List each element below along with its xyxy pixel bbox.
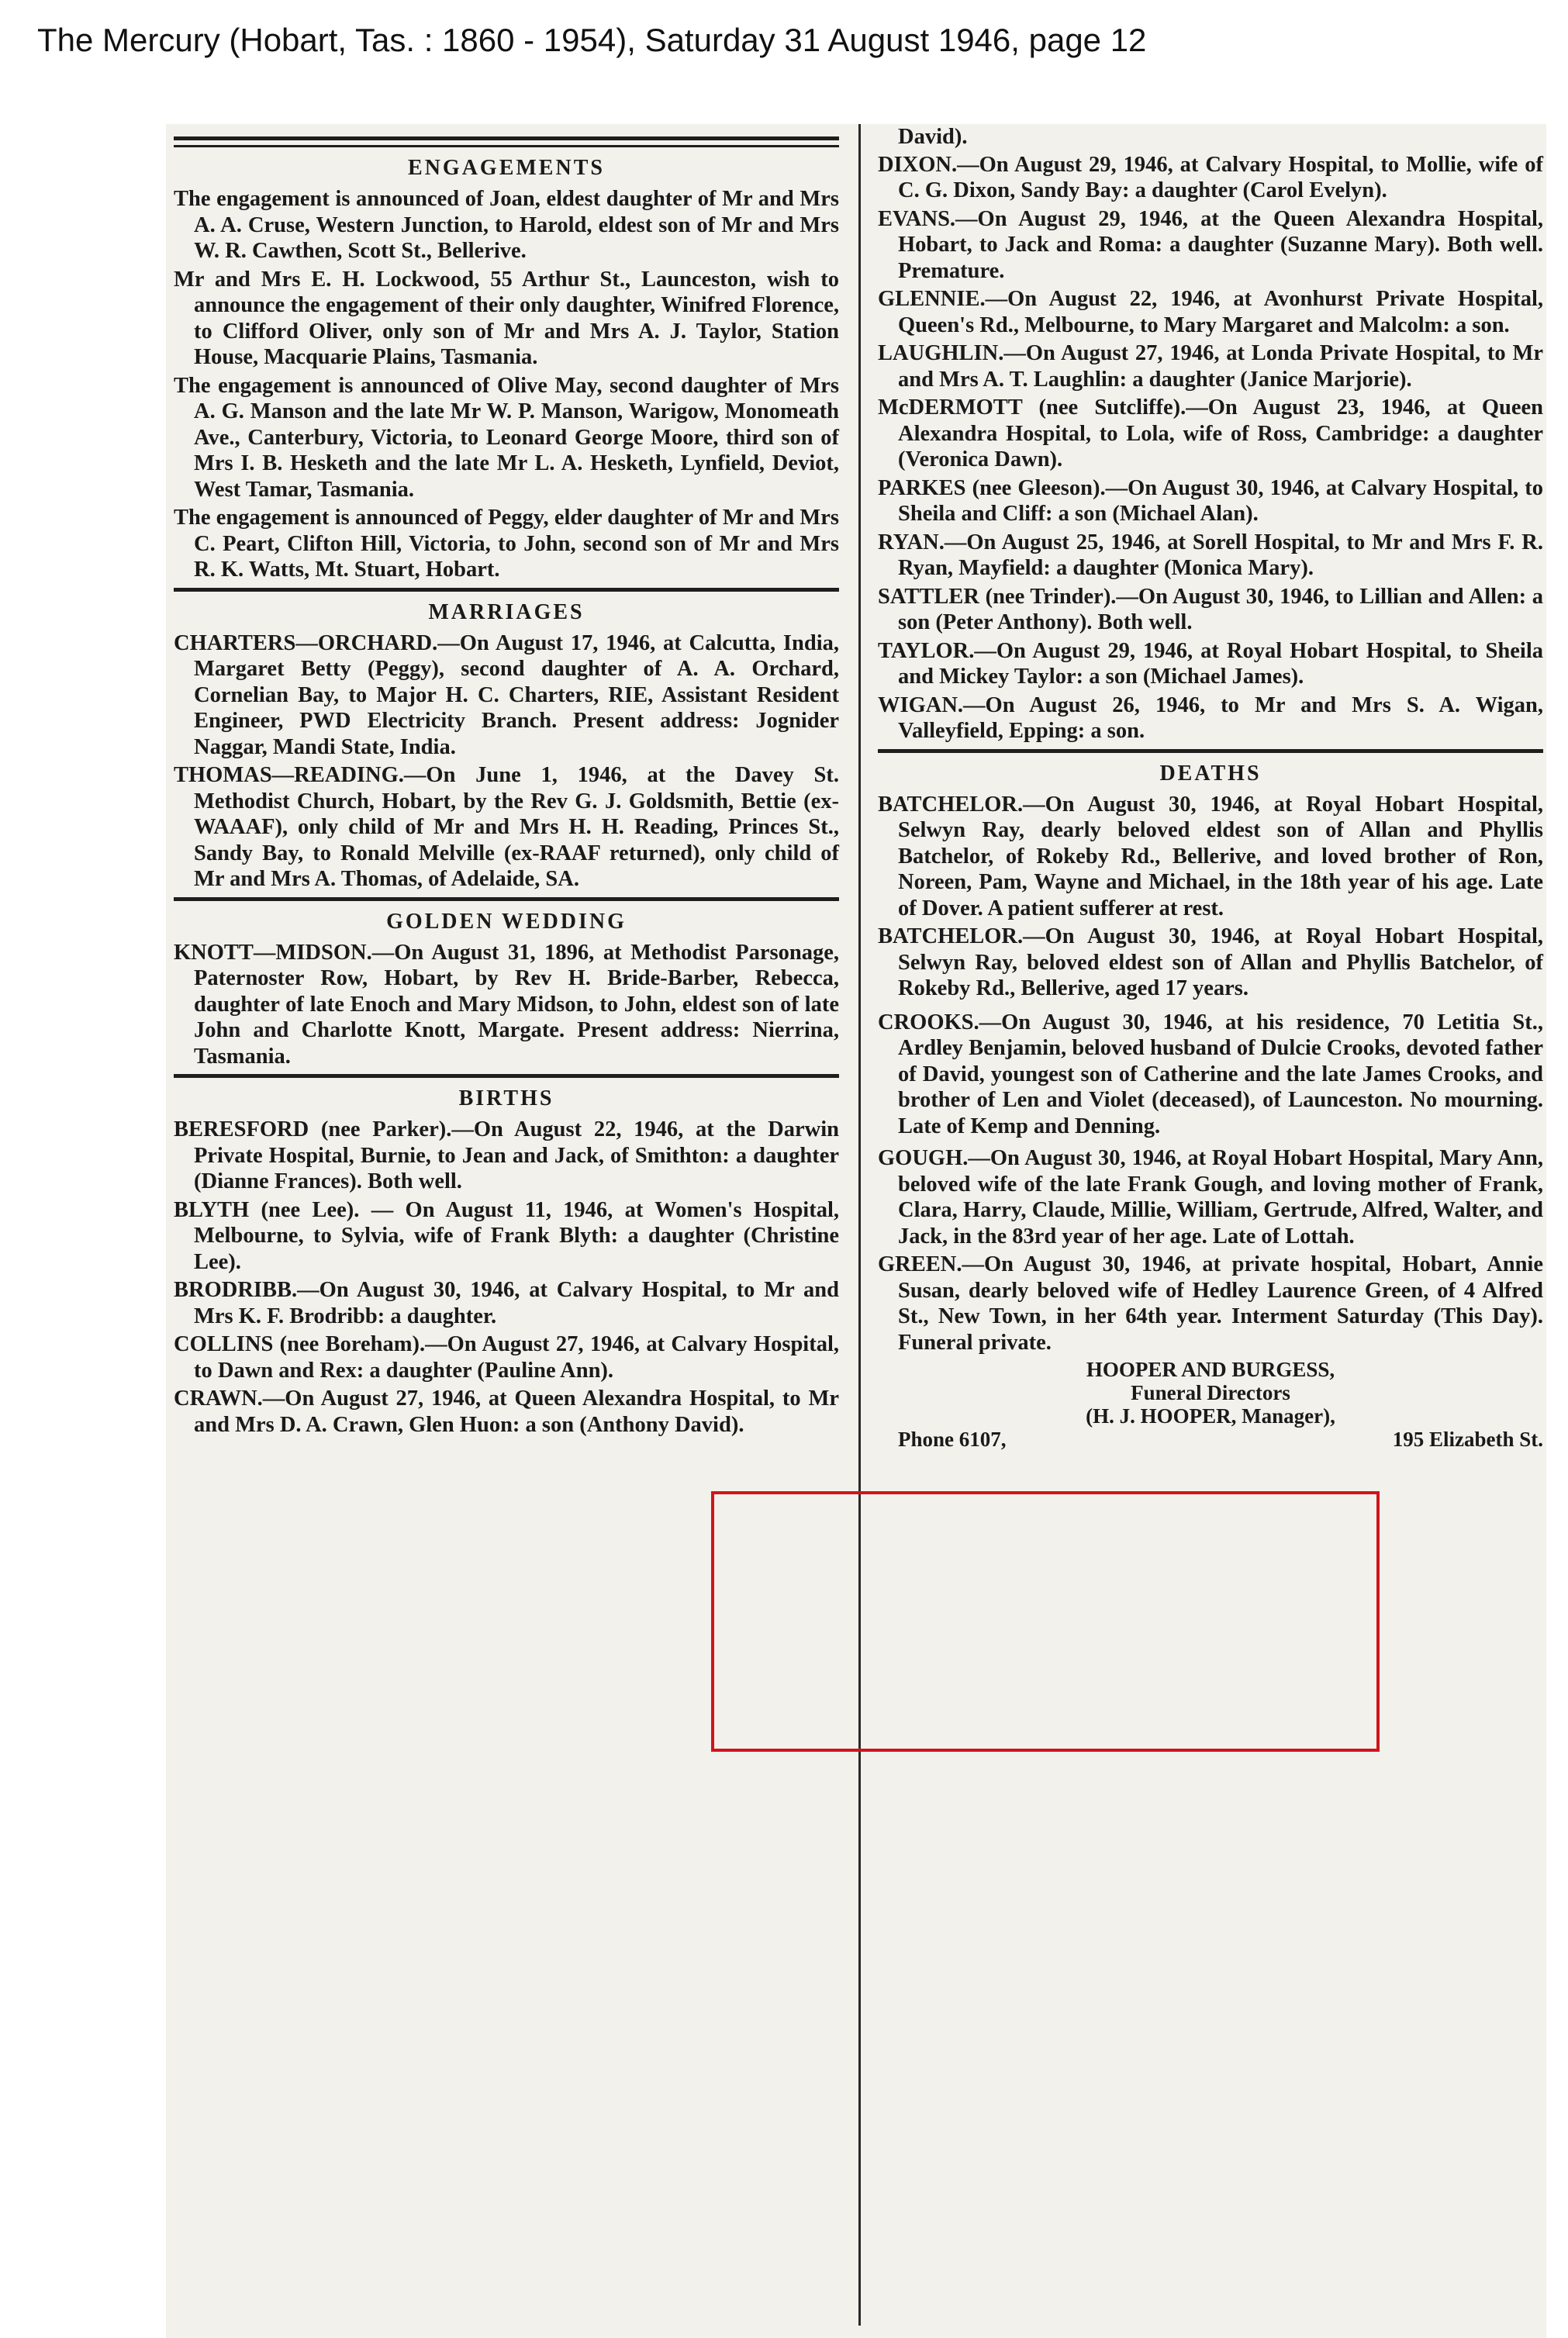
- engagements-heading: ENGAGEMENTS: [408, 156, 605, 180]
- left-column: [174, 124, 839, 1440]
- birth-notice: McDERMOTT (nee Sutcliffe).—On August 23, 1946, at Queen Alexandra Hospital, to Lola, wife of Ross, Cambridge: a daughter (Veronica Dawn).: [878, 395, 1543, 471]
- birth-notice: TAYLOR.—On August 29, 1946, at Royal Hobart Hospital, to Sheila and Mickey Taylor: a son (Michael James).: [878, 638, 1543, 689]
- birth-notice: RYAN.—On August 25, 1946, at Sorell Hospital, to Mr and Mrs F. R. Ryan, Mayfield: a daughter (Monica Mary).: [878, 530, 1543, 580]
- golden-wedding-notice: KNOTT—MIDSON.—On August 31, 1896, at Methodist Parsonage, Paternoster Row, Hobart, by Rev H. Bride-Barber, Rebecca, daughter of late Enoch and Mary Midson, to John, eldest son of late John and Charlotte Knott, Margate. Present address: Nierrina, Tasmania.: [174, 940, 839, 1069]
- marriage-notice: THOMAS—READING.—On June 1, 1946, at the Davey St. Methodist Church, Hobart, by the Rev G. J. Goldsmith, Bettie (ex-WAAAF), only child of Mr and Mrs H. H. Reading, Princes St., Sandy Bay, to Ronald Melville (ex-RAAF returned), only child of Mr and Mrs A. Thomas, of Adelaide, SA.: [174, 763, 839, 891]
- birth-notice: DIXON.—On August 29, 1946, at Calvary Hospital, to Mollie, wife of C. G. Dixon, Sandy Bay: a daughter (Carol Evelyn).: [878, 152, 1543, 202]
- birth-notice: PARKES (nee Gleeson).—On August 30, 1946, at Calvary Hospital, to Sheila and Cliff: a son (Michael Alan).: [878, 475, 1543, 526]
- birth-notice: BLYTH (nee Lee). — On August 11, 1946, at Women's Hospital, Melbourne, to Sylvia, wife of Frank Blyth: a daughter (Christine Lee).: [174, 1197, 839, 1274]
- continued-fragment: David).: [898, 125, 968, 149]
- section-rule: [878, 749, 1543, 753]
- birth-notice: CRAWN.—On August 27, 1946, at Queen Alexandra Hospital, to Mr and Mrs D. A. Crawn, Glen Huon: a son (Anthony David).: [174, 1387, 839, 1437]
- birth-notice: SATTLER (nee Trinder).—On August 30, 1946, to Lillian and Allen: a son (Peter Anthony). Both well.: [878, 584, 1543, 634]
- birth-notice: EVANS.—On August 29, 1946, at the Queen Alexandra Hospital, Hobart, to Jack and Roma: a daughter (Suzanne Mary). Both well. Premature.: [878, 206, 1543, 283]
- section-rule: [174, 897, 839, 901]
- death-notice-crooks: CROOKS.—On August 30, 1946, at his residence, 70 Letitia St., Ardley Benjamin, beloved husband of Dulcie Crooks, devoted father of David, youngest son of Catherine and the late James Crooks, and brother of Len and Violet (deceased), of Launceston. No mourning. Late of Kemp and Denning.: [878, 1010, 1543, 1138]
- funeral-manager: (H. J. HOOPER, Manager),: [1086, 1404, 1335, 1428]
- funeral-title: Funeral Directors: [1131, 1381, 1290, 1404]
- golden-wedding-heading: GOLDEN WEDDING: [386, 909, 627, 934]
- engagement-notice: The engagement is announced of Peggy, elder daughter of Mr and Mrs C. Peart, Clifton Hill, Victoria, to John, second son of Mr and Mrs R. K. Watts, Mt. Stuart, Hobart.: [174, 506, 839, 582]
- birth-notice: GLENNIE.—On August 22, 1946, at Avonhurst Private Hospital, Queen's Rd., Melbourne, to Mary Margaret and Malcolm: a son.: [878, 287, 1543, 337]
- funeral-address: 195 Elizabeth St.: [1392, 1428, 1543, 1451]
- funeral-contact: [878, 1428, 1543, 1451]
- highlight-box: [711, 1491, 1380, 1752]
- birth-notice: BERESFORD (nee Parker).—On August 22, 1946, at the Darwin Private Hospital, Burnie, to Jean and Jack, of Smithton: a daughter (Dianne Frances). Both well.: [174, 1117, 839, 1193]
- birth-notice: COLLINS (nee Boreham).—On August 27, 1946, at Calvary Hospital, to Dawn and Rex: a daughter (Pauline Ann).: [174, 1332, 839, 1383]
- right-column: [878, 124, 1543, 1451]
- marriage-notice: CHARTERS—ORCHARD.—On August 17, 1946, at Calcutta, India, Margaret Betty (Peggy), second daughter of A. A. Orchard, Cornelian Bay, to Major H. C. Charters, RIE, Assistant Resident Engineer, PWD Electricity Branch. Present address: Jognider Naggar, Mandi State, India.: [174, 630, 839, 759]
- engagement-notice: The engagement is announced of Joan, eldest daughter of Mr and Mrs A. A. Cruse, Western Junction, to Harold, eldest son of Mr and Mrs W. R. Cawthen, Scott St., Bellerive.: [174, 187, 839, 263]
- engagement-notice: Mr and Mrs E. H. Lockwood, 55 Arthur St., Launceston, wish to announce the engagement of their only daughter, Winifred Florence, to Clifford Oliver, only son of Mr and Mrs A. J. Taylor, Station House, Macquarie Plains, Tasmania.: [174, 267, 839, 369]
- section-rule: [174, 1074, 839, 1078]
- engagement-notice: The engagement is announced of Olive May, second daughter of Mrs A. G. Manson and the late Mr W. P. Manson, Warigow, Monomeath Ave., Canterbury, Victoria, to Leonard George Moore, third son of Mrs I. B. Hesketh and the late Mr L. A. Hesketh, Lynfield, Deviot, West Tamar, Tasmania.: [174, 373, 839, 502]
- newspaper-clipping: [166, 124, 1546, 2338]
- citation-header: The Mercury (Hobart, Tas. : 1860 - 1954), Saturday 31 August 1946, page 12: [37, 22, 1147, 58]
- clipping-cut-edge: [166, 2326, 1546, 2338]
- section-rule: [174, 588, 839, 592]
- death-notice: BATCHELOR.—On August 30, 1946, at Royal Hobart Hospital, Selwyn Ray, dearly beloved eldest son of Allan and Phyllis Batchelor, of Rokeby Rd., Bellerive, and loved brother of Ron, Noreen, Pam, Wayne and Michael, in the 18th year of his age. Late of Dover. A patient sufferer at rest.: [878, 792, 1543, 920]
- section-rule: [174, 145, 839, 147]
- marriages-heading: MARRIAGES: [428, 599, 585, 624]
- funeral-phone: Phone 6107,: [898, 1428, 1007, 1451]
- funeral-director-ad: [878, 1358, 1543, 1451]
- birth-notice: LAUGHLIN.—On August 27, 1946, at Londa Private Hospital, to Mr and Mrs A. T. Laughlin: a daughter (Janice Marjorie).: [878, 341, 1543, 392]
- death-notice: GOUGH.—On August 30, 1946, at Royal Hobart Hospital, Mary Ann, beloved wife of the late Frank Gough, and loving mother of Frank, Clara, Harry, Claude, Millie, William, Gertrude, Alfred, Walter, and Jack, in the 83rd year of her age. Late of Lottah.: [878, 1146, 1543, 1248]
- death-notice: BATCHELOR.—On August 30, 1946, at Royal Hobart Hospital, Selwyn Ray, beloved eldest son of Allan and Phyllis Batchelor, of Rokeby Rd., Bellerive, aged 17 years.: [878, 924, 1543, 1000]
- column-divider: [858, 124, 861, 2338]
- births-heading: BIRTHS: [458, 1086, 554, 1110]
- section-rule: [174, 136, 839, 140]
- death-notice: GREEN.—On August 30, 1946, at private hospital, Hobart, Annie Susan, dearly beloved wife of Hedley Laurence Green, of 4 Alfred St., New Town, in her 64th year. Interment Saturday (This Day). Funeral private.: [878, 1252, 1543, 1355]
- deaths-heading: DEATHS: [1159, 761, 1262, 786]
- birth-notice: WIGAN.—On August 26, 1946, to Mr and Mrs S. A. Wigan, Valleyfield, Epping: a son.: [878, 692, 1543, 743]
- funeral-firm: HOOPER AND BURGESS,: [1086, 1358, 1335, 1381]
- birth-notice: BRODRIBB.—On August 30, 1946, at Calvary Hospital, to Mr and Mrs K. F. Brodribb: a daughter.: [174, 1278, 839, 1328]
